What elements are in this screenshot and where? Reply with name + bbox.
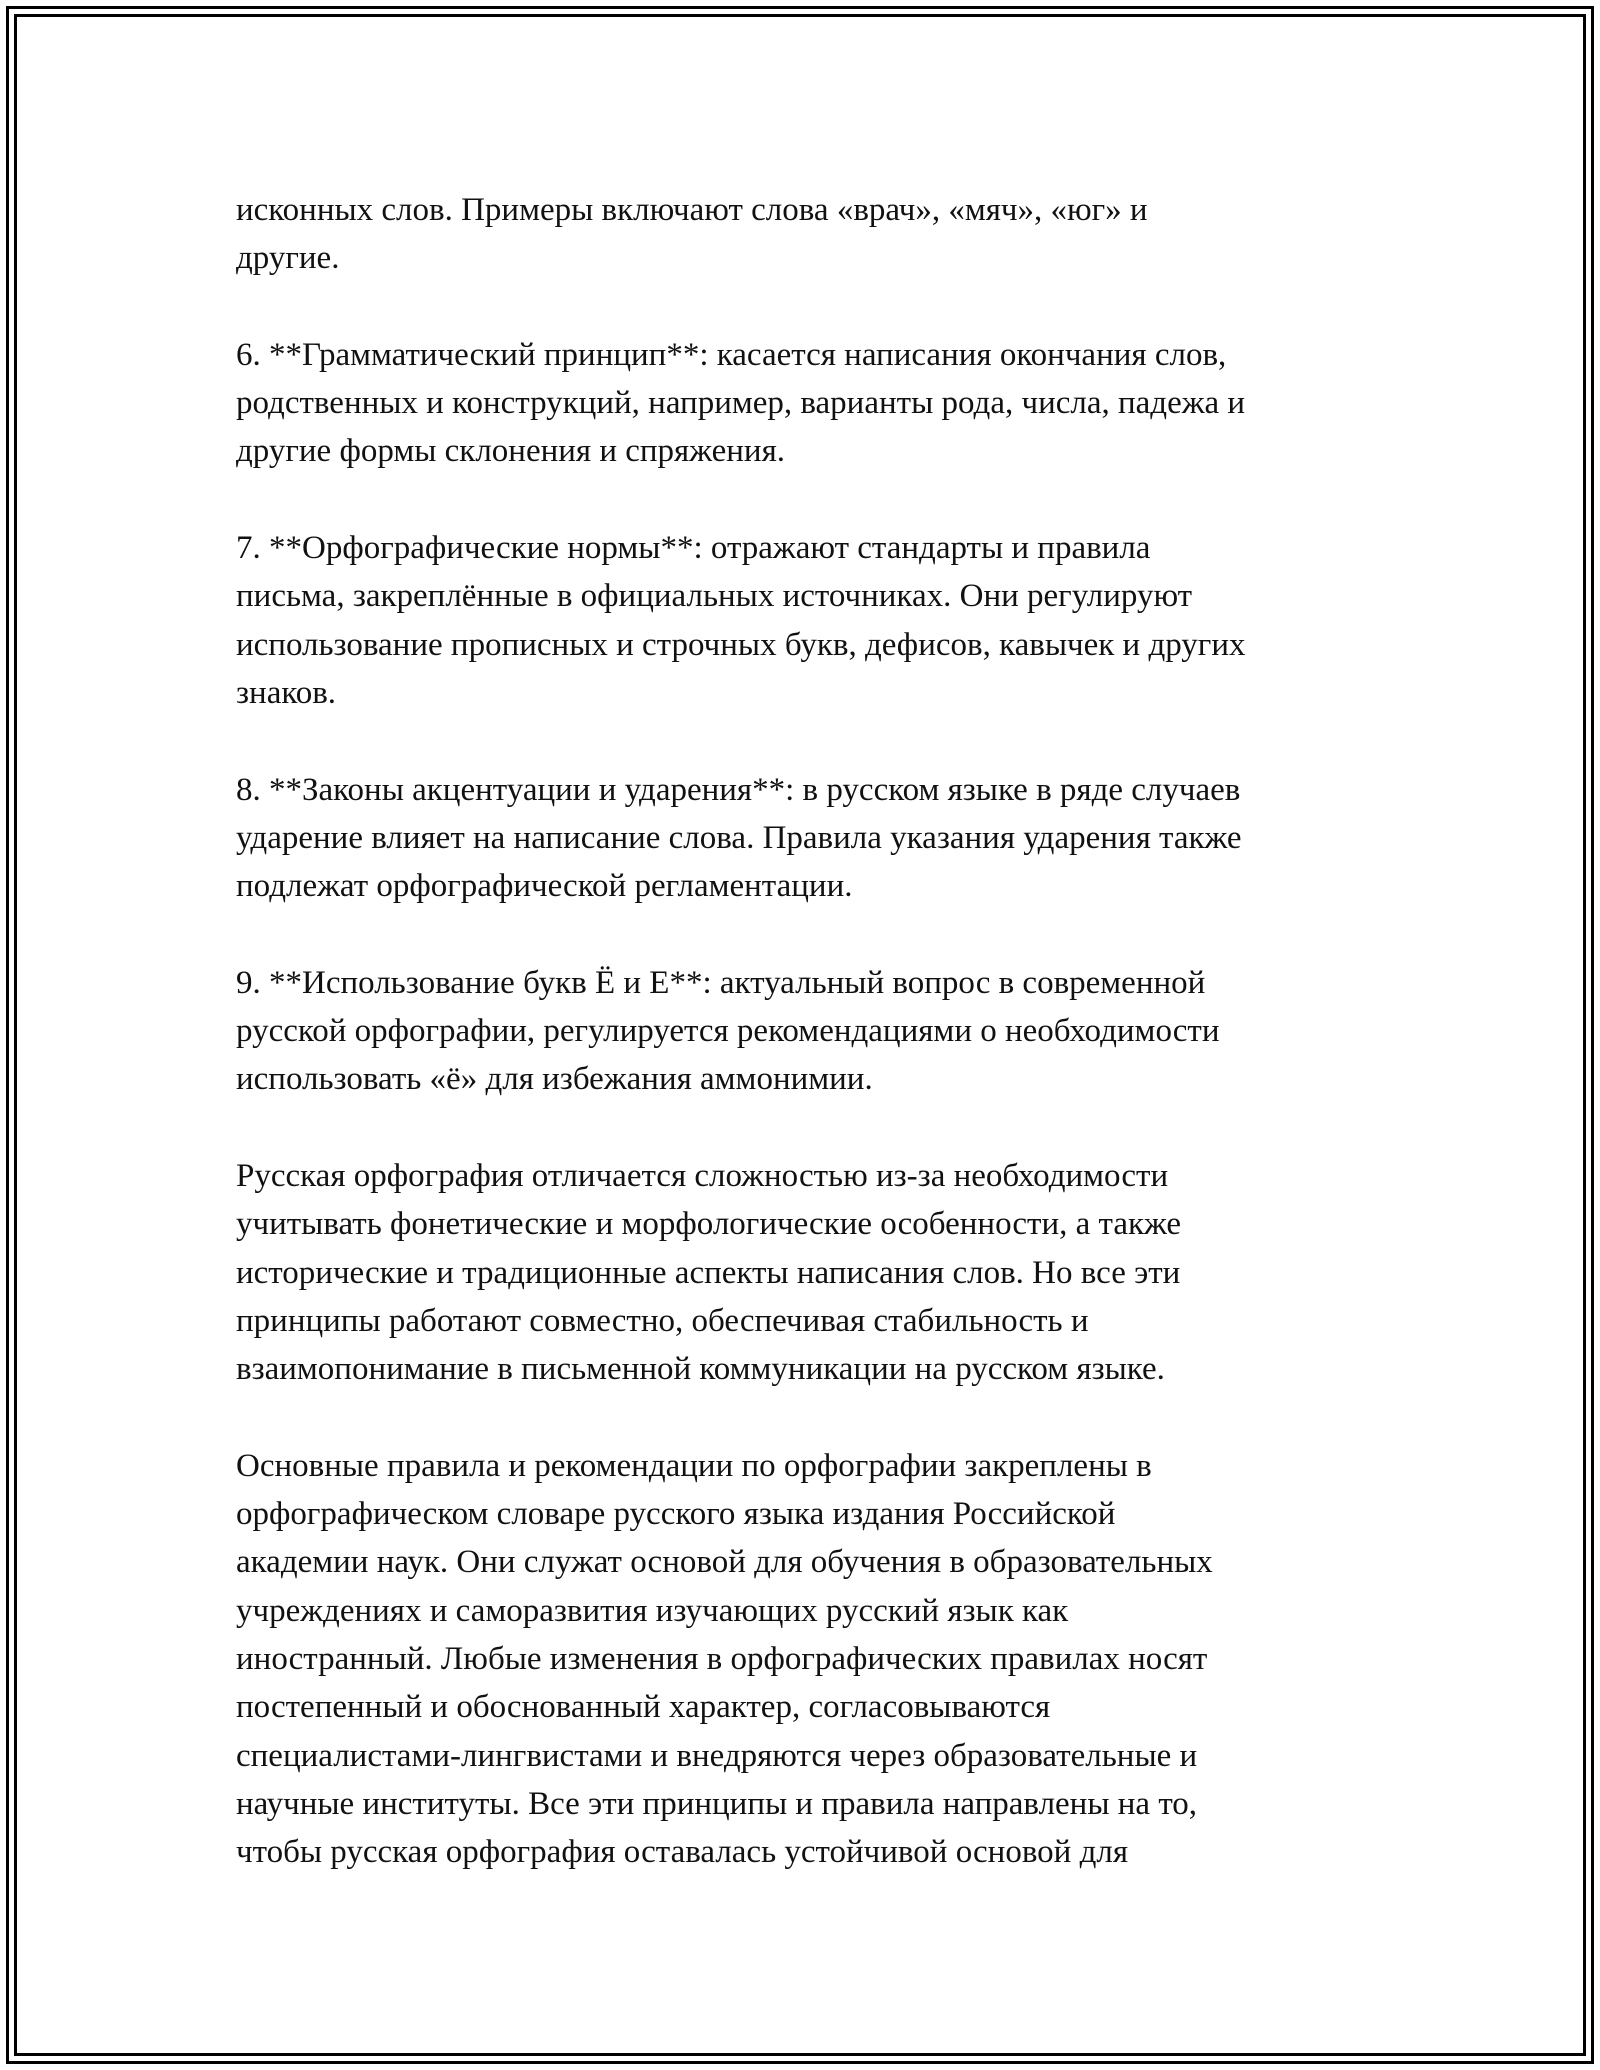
text-line: использование прописных и строчных букв, дефисов, кавычек и других <box>236 626 1246 663</box>
text-line: академии наук. Они служат основой для обучения в образовательных <box>236 1544 1213 1581</box>
text-line: специалистами-лингвистами и внедряются через образовательные и <box>236 1737 1198 1774</box>
paragraph-5 <box>236 959 1406 1104</box>
text-line: знаков. <box>236 674 337 711</box>
text-line: иностранный. Любые изменения в орфографических правилах носят <box>236 1640 1208 1677</box>
paragraph-3 <box>236 524 1406 717</box>
text-line: письма, закреплённые в официальных источниках. Они регулируют <box>236 578 1193 615</box>
paragraph-4 <box>236 766 1406 911</box>
document-body <box>236 186 1406 1925</box>
text-line: другие формы склонения и спряжения. <box>236 433 785 470</box>
text-line: Основные правила и рекомендации по орфографии закреплены в <box>236 1447 1152 1484</box>
text-line: подлежат орфографической регламентации. <box>236 868 853 905</box>
text-line: постепенный и обоснованный характер, согласовываются <box>236 1689 1051 1726</box>
text-line: 6. **Грамматический принцип**: касается написания окончания слов, <box>236 336 1227 373</box>
paragraph-1 <box>236 186 1406 283</box>
text-line: другие. <box>236 240 340 277</box>
paragraph-2 <box>236 331 1406 476</box>
text-line: Русская орфография отличается сложностью из-за необходимости <box>236 1157 1169 1194</box>
paragraph-6 <box>236 1152 1406 1393</box>
text-line: 8. **Законы акцентуации и ударения**: в русском языке в ряде случаев <box>236 771 1241 808</box>
text-line: 9. **Использование букв Ё и Е**: актуальный вопрос в современной <box>236 964 1206 1001</box>
paragraph-7 <box>236 1442 1406 1877</box>
text-line: использовать «ё» для избежания аммонимии. <box>236 1061 873 1098</box>
text-line: русской орфографии, регулируется рекомендациями о необходимости <box>236 1013 1220 1050</box>
text-line: учреждениях и саморазвития изучающих русский язык как <box>236 1592 1069 1629</box>
text-line: орфографическом словаре русского языка издания Российской <box>236 1496 1116 1533</box>
text-line: родственных и конструкций, например, варианты рода, числа, падежа и <box>236 385 1246 422</box>
text-line: 7. **Орфографические нормы**: отражают стандарты и правила <box>236 530 1151 567</box>
text-line: исторические и традиционные аспекты написания слов. Но все эти <box>236 1254 1181 1291</box>
text-line: исконных слов. Примеры включают слова «врач», «мяч», «юг» и <box>236 192 1148 228</box>
text-line: взаимопонимание в письменной коммуникации на русском языке. <box>236 1351 1165 1388</box>
text-line: учитывать фонетические и морфологические особенности, а также <box>236 1206 1182 1243</box>
text-line: ударение влияет на написание слова. Правила указания ударения также <box>236 819 1242 856</box>
text-line: принципы работают совместно, обеспечивая стабильность и <box>236 1302 1089 1339</box>
text-line: научные институты. Все эти принципы и правила направлены на то, <box>236 1785 1198 1822</box>
text-line: чтобы русская орфография оставалась устойчивой основой для <box>236 1834 1129 1871</box>
